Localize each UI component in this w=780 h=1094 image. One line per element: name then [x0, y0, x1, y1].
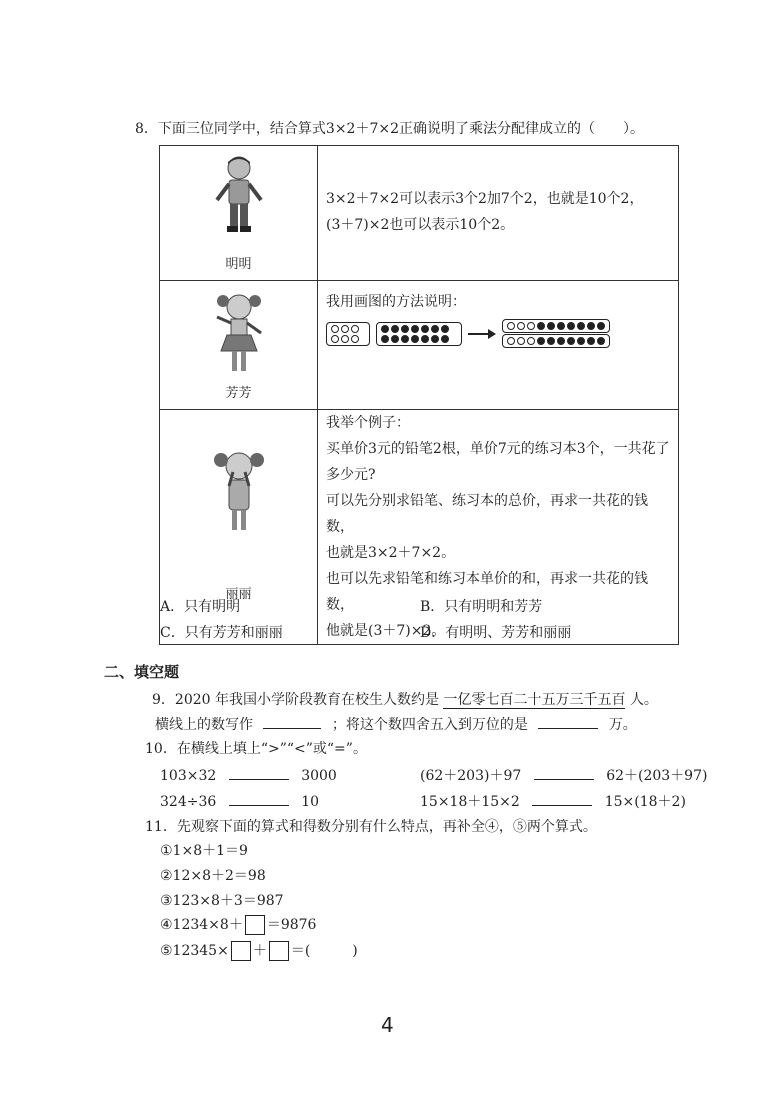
girl-figure-icon — [207, 289, 271, 377]
lili-line-3: 多少元? — [326, 467, 376, 483]
q10-right-3: 10 — [301, 794, 320, 810]
lili-line-5: 也就是3×2＋7×2。 — [326, 545, 456, 561]
q10-left-2: (62＋203)＋97 — [420, 768, 522, 784]
arrow-right-icon — [468, 329, 496, 339]
option-c[interactable]: C．只有芳芳和丽丽 — [160, 625, 283, 641]
q11-box-3[interactable] — [269, 941, 289, 961]
section-title: 二、填空题 — [104, 663, 180, 681]
q11-line-2: ②12×8＋2＝98 — [160, 868, 266, 884]
q10-blank-2[interactable] — [534, 765, 594, 780]
q11-line-4 — [160, 914, 316, 935]
dots-group-3x2 — [326, 322, 370, 346]
q11-l4-right: ＝9876 — [266, 917, 317, 933]
mingming-explanation — [318, 146, 679, 281]
q9-text-c: 万。 — [608, 717, 637, 733]
dots-group-7x2 — [376, 322, 462, 346]
mingming-label: 明明 — [225, 257, 252, 272]
q11-l5-left: ⑤12345× — [160, 943, 229, 959]
q10-blank-1[interactable] — [229, 765, 289, 780]
lili-line-2: 买单价3元的铅笔2根，单价7元的练习本3个，一共花了 — [326, 441, 670, 457]
boy-figure-icon — [209, 154, 269, 244]
q10-left-3: 324÷36 — [160, 794, 217, 810]
question-11-stem: 11．先观察下面的算式和得数分别有什么特点，再补全④，⑤两个算式。 — [145, 819, 597, 835]
option-d[interactable]: D．有明明、芳芳和丽丽 — [420, 625, 572, 641]
lili-line-1: 我举个例子： — [326, 415, 410, 431]
q9-post: 人。 — [629, 692, 658, 708]
option-a[interactable]: A．只有明明 — [160, 599, 241, 615]
q11-l4-left: ④1234×8＋ — [160, 917, 243, 933]
q9-blank-1[interactable] — [263, 714, 321, 729]
fangfang-explanation — [318, 281, 679, 410]
q11-line-5 — [160, 940, 358, 961]
girl-thinking-figure-icon — [207, 446, 271, 536]
mingming-cell — [160, 146, 318, 281]
q9-blank-2[interactable] — [538, 714, 598, 729]
question-10-stem: 10．在横线上填上“>”“<”或“=”。 — [145, 741, 367, 757]
q10-item-2 — [420, 765, 707, 785]
q11-l5-plus: ＋ — [252, 943, 267, 959]
q11-line-3: ③123×8＋3＝987 — [160, 893, 284, 909]
dots-combined-10x2 — [502, 319, 610, 348]
question-9-line-2 — [155, 714, 637, 734]
question-8-table — [159, 145, 679, 645]
q10-right-1: 3000 — [301, 768, 337, 784]
q10-left-4: 15×18＋15×2 — [420, 794, 520, 810]
q9-text-a: 横线上的数写作 — [155, 717, 253, 733]
q10-blank-3[interactable] — [229, 791, 289, 806]
fangfang-cell — [160, 281, 318, 410]
q10-right-4: 15×(18＋2) — [604, 794, 686, 810]
q10-left-1: 103×32 — [160, 768, 217, 784]
mingming-line-2: (3＋7)×2也可以表示10个2。 — [326, 217, 515, 233]
q9-text-b: ；将这个数四舍五入到万位的是 — [331, 717, 528, 733]
question-9-line-1 — [152, 689, 658, 709]
lili-line-7: 他就是(3＋7)×2。 — [326, 623, 446, 639]
q10-item-3 — [160, 791, 319, 810]
q10-right-2: 62＋(203＋97) — [606, 768, 708, 784]
q10-item-1 — [160, 765, 337, 784]
q11-line-1: ①1×8＋1＝9 — [160, 843, 248, 859]
mingming-line-1: 3×2＋7×2可以表示3个2加7个2，也就是10个2， — [326, 191, 644, 207]
page-number: 4 — [381, 1013, 394, 1037]
q10-item-4 — [420, 791, 686, 811]
q11-l5-right: ＝( ) — [290, 943, 358, 959]
q11-box-1[interactable] — [245, 915, 265, 935]
q11-box-2[interactable] — [231, 941, 251, 961]
dot-diagram — [326, 319, 670, 348]
lili-line-6: 也可以先求铅笔和练习本单价的和，再求一共花的钱数， — [326, 571, 648, 613]
fangfang-label: 芳芳 — [225, 386, 252, 401]
question-8-stem: 8．下面三位同学中，结合算式3×2＋7×2正确说明了乘法分配律成立的（ ）。 — [135, 121, 644, 137]
lili-label: 丽丽 — [225, 587, 252, 602]
fangfang-line-1: 我用画图的方法说明： — [326, 294, 466, 310]
option-b[interactable]: B．只有明明和芳芳 — [420, 599, 543, 615]
q10-blank-4[interactable] — [532, 791, 592, 806]
lili-line-4: 可以先分别求铅笔、练习本的总价，再求一共花的钱数， — [326, 493, 648, 535]
q9-pre: 9．2020 年我国小学阶段教育在校生人数约是 — [152, 692, 439, 708]
q9-underlined-number: 一亿零七百二十五万三千五百 — [443, 692, 626, 708]
